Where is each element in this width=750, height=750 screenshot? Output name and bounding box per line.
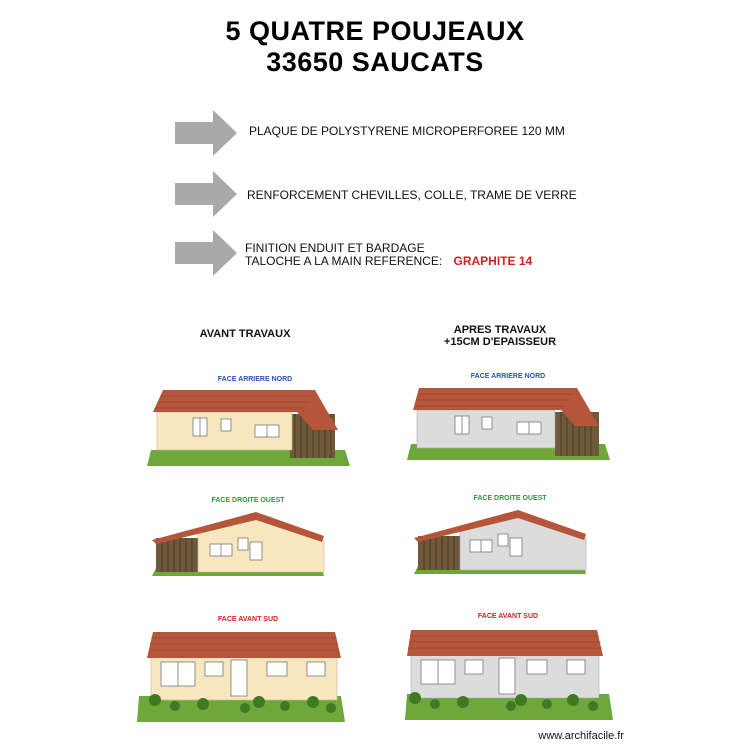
- house-right-after: [410, 508, 595, 580]
- note-finition-highlight: GRAPHITE 14: [453, 254, 533, 268]
- arrow-icon: [175, 171, 239, 217]
- note-finition-line-2: [245, 255, 532, 268]
- column-before-label: AVANT TRAVAUX: [199, 328, 291, 340]
- column-after-line-1: APRES TRAVAUX: [453, 324, 547, 336]
- house-front-before: [135, 630, 347, 726]
- note-finition-line-1: FINITION ENDUIT ET BARDAGE: [245, 241, 425, 255]
- footer-watermark: www.archifacile.fr: [538, 730, 624, 742]
- note-finition: [245, 242, 532, 268]
- house-right-before: [148, 510, 333, 582]
- title-line-2: 33650 SAUCATS: [266, 47, 484, 77]
- face-front-label-before: FACE AVANT SUD: [217, 616, 279, 623]
- note-renforcement: RENFORCEMENT CHEVILLES, COLLE, TRAME DE VERRE: [247, 188, 577, 202]
- face-rear-label-after: FACE ARRIERE NORD: [470, 373, 546, 380]
- house-rear-after: [405, 386, 615, 466]
- arrow-icon: [175, 110, 239, 156]
- note-polystyrene: PLAQUE DE POLYSTYRENE MICROPERFOREE 120 MM: [249, 124, 565, 138]
- face-right-label-before: FACE DROITE OUEST: [211, 497, 285, 504]
- house-front-after: [403, 628, 615, 724]
- face-front-label-after: FACE AVANT SUD: [477, 613, 539, 620]
- title-line-1: 5 QUATRE POUJEAUX: [225, 16, 525, 46]
- column-after-line-2: +15CM D'EPAISSEUR: [443, 336, 557, 348]
- house-rear-before: [145, 388, 355, 468]
- column-after-label: [400, 324, 600, 348]
- face-rear-label-before: FACE ARRIERE NORD: [217, 376, 293, 383]
- note-finition-line-2-text: TALOCHE A LA MAIN REFERENCE:: [245, 254, 443, 268]
- arrow-icon: [175, 230, 239, 276]
- face-right-label-after: FACE DROITE OUEST: [473, 495, 547, 502]
